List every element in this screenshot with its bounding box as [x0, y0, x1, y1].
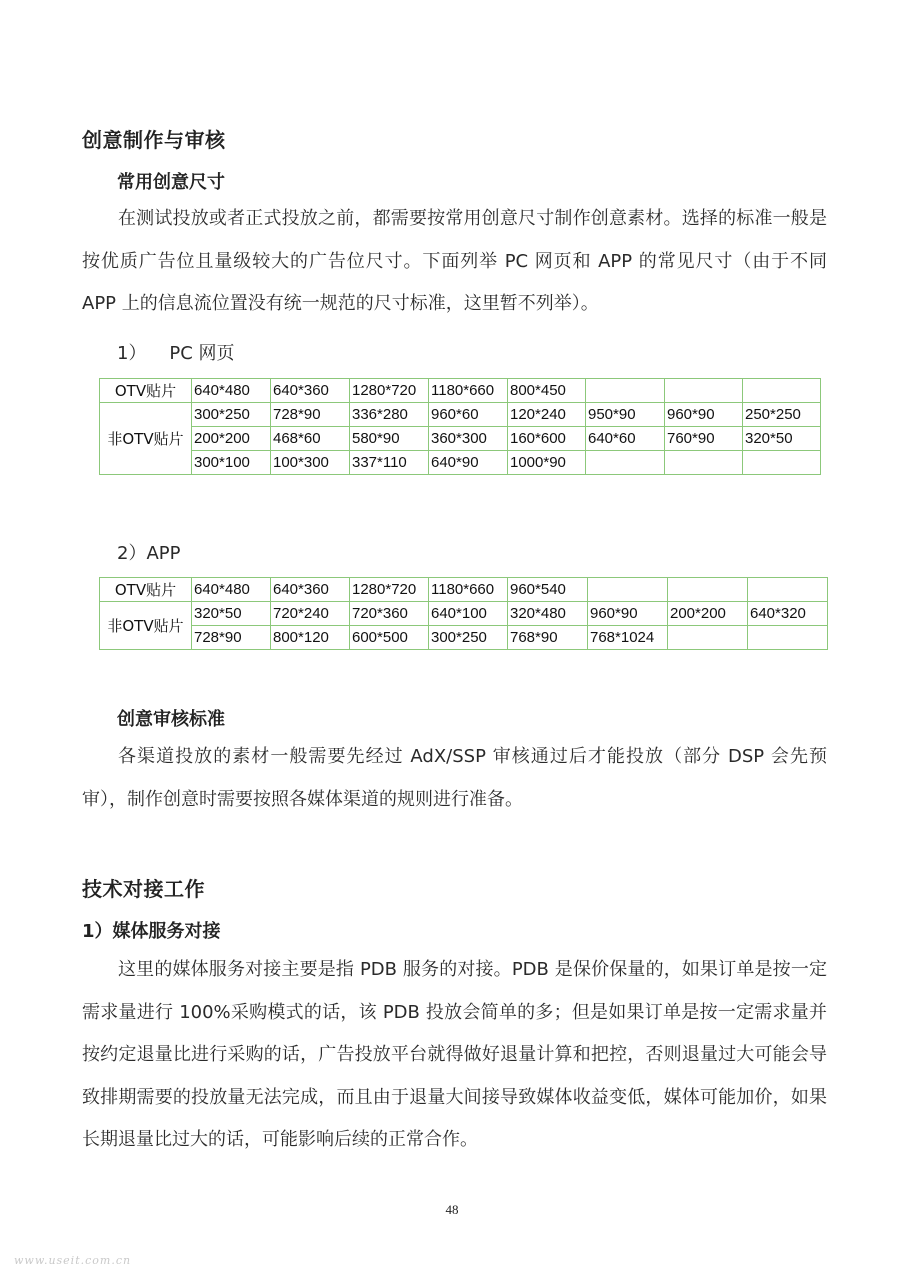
pc-non-otv-row: [100, 451, 821, 475]
table-cell: 640*60: [586, 427, 665, 451]
table-cell: [748, 578, 828, 602]
table-cell: 760*90: [665, 427, 743, 451]
subtitle-common-sizes: 常用创意尺寸: [117, 172, 225, 193]
table-cell: [586, 451, 665, 475]
paragraph-review-standard: 各渠道投放的素材一般需要先经过 AdX/SSP 审核通过后才能投放（部分 DSP 会先预审），制作创意时需要按照各媒体渠道的规则进行准备。: [82, 746, 827, 810]
table-cell: 960*90: [588, 602, 668, 626]
table-cell: [743, 451, 821, 475]
table-cell: 320*50: [192, 602, 271, 626]
table-cell: 720*240: [271, 602, 350, 626]
watermark: www.useit.com.cn: [14, 1254, 132, 1267]
table-cell: 468*60: [271, 427, 350, 451]
table-cell: 1000*90: [508, 451, 586, 475]
table-cell: 320*480: [508, 602, 588, 626]
table-cell: 960*60: [429, 403, 508, 427]
pc-otv-label: OTV贴片: [100, 379, 192, 403]
table-cell: 250*250: [743, 403, 821, 427]
table-cell: 337*110: [350, 451, 429, 475]
table-cell: 360*300: [429, 427, 508, 451]
table-cell: 580*90: [350, 427, 429, 451]
app-otv-row: [100, 578, 828, 602]
pc-non-otv-row: [100, 403, 821, 427]
table-cell: 1180*660: [429, 379, 508, 403]
section-title-tech: 技术对接工作: [82, 877, 205, 901]
table-cell: 336*280: [350, 403, 429, 427]
table-cell: 640*480: [192, 379, 271, 403]
page-number: 48: [445, 1202, 459, 1217]
app-non-otv-label: 非OTV贴片: [100, 602, 192, 650]
table-cell: [668, 626, 748, 650]
table-cell: 640*320: [748, 602, 828, 626]
table-cell: [743, 379, 821, 403]
table-cell: 720*360: [350, 602, 429, 626]
table-cell: 800*450: [508, 379, 586, 403]
table-cell: 600*500: [350, 626, 429, 650]
paragraph-common-sizes: 在测试投放或者正式投放之前，都需要按常用创意尺寸制作创意素材。选择的标准一般是按优质广告位且量级较大的广告位尺寸。下面列举 PC 网页和 APP 的常见尺寸（由于不同 APP 上的信息流位置没有统一规范的尺寸标准，这里暂不列举）。: [82, 208, 827, 314]
table-cell: 1180*660: [429, 578, 508, 602]
table-cell: 640*480: [192, 578, 271, 602]
app-otv-label: OTV贴片: [100, 578, 192, 602]
subtitle-media-service: 1）媒体服务对接: [82, 921, 221, 942]
pc-non-otv-row: [100, 427, 821, 451]
table-cell: [748, 626, 828, 650]
pc-otv-row: [100, 379, 821, 403]
table-cell: 160*600: [508, 427, 586, 451]
table-cell: 640*100: [429, 602, 508, 626]
table-cell: [665, 379, 743, 403]
paragraph-media-service: 这里的媒体服务对接主要是指 PDB 服务的对接。PDB 是保价保量的，如果订单是按一定需求量进行 100%采购模式的话，该 PDB 投放会简单的多；但是如果订单是按一定需求量并按约定退量比进行采购的话，广告投放平台就得做好退量计算和把控，否则退量过大可能会导致排期需要的投放量无法完成，而且由于退量大间接导致媒体收益变低，媒体可能加价，如果长期退量比过大的话，可能影响后续的正常合作。: [82, 959, 827, 1150]
table-cell: [588, 578, 668, 602]
table-cell: 300*100: [192, 451, 271, 475]
pc-web-label: 1） PC 网页: [117, 343, 235, 364]
table-cell: 640*360: [271, 578, 350, 602]
table-cell: [665, 451, 743, 475]
table-cell: [586, 379, 665, 403]
table-cell: 800*120: [271, 626, 350, 650]
table-cell: 320*50: [743, 427, 821, 451]
table-cell: 640*90: [429, 451, 508, 475]
app-non-otv-row: [100, 602, 828, 626]
table-cell: 960*540: [508, 578, 588, 602]
table-cell: 728*90: [271, 403, 350, 427]
table-cell: 960*90: [665, 403, 743, 427]
app-non-otv-row: [100, 626, 828, 650]
table-cell: 768*90: [508, 626, 588, 650]
app-size-table: [99, 577, 828, 650]
pc-size-table: [99, 378, 821, 475]
table-cell: 1280*720: [350, 379, 429, 403]
table-cell: 1280*720: [350, 578, 429, 602]
section-title-creative: 创意制作与审核: [82, 128, 226, 152]
subtitle-review-standard: 创意审核标准: [117, 709, 225, 730]
table-cell: 640*360: [271, 379, 350, 403]
table-cell: [668, 578, 748, 602]
table-cell: 950*90: [586, 403, 665, 427]
table-cell: 200*200: [668, 602, 748, 626]
table-cell: 300*250: [192, 403, 271, 427]
table-cell: 728*90: [192, 626, 271, 650]
table-cell: 768*1024: [588, 626, 668, 650]
table-cell: 200*200: [192, 427, 271, 451]
table-cell: 100*300: [271, 451, 350, 475]
table-cell: 300*250: [429, 626, 508, 650]
app-label: 2）APP: [117, 543, 181, 564]
table-cell: 120*240: [508, 403, 586, 427]
pc-non-otv-label: 非OTV贴片: [100, 403, 192, 475]
